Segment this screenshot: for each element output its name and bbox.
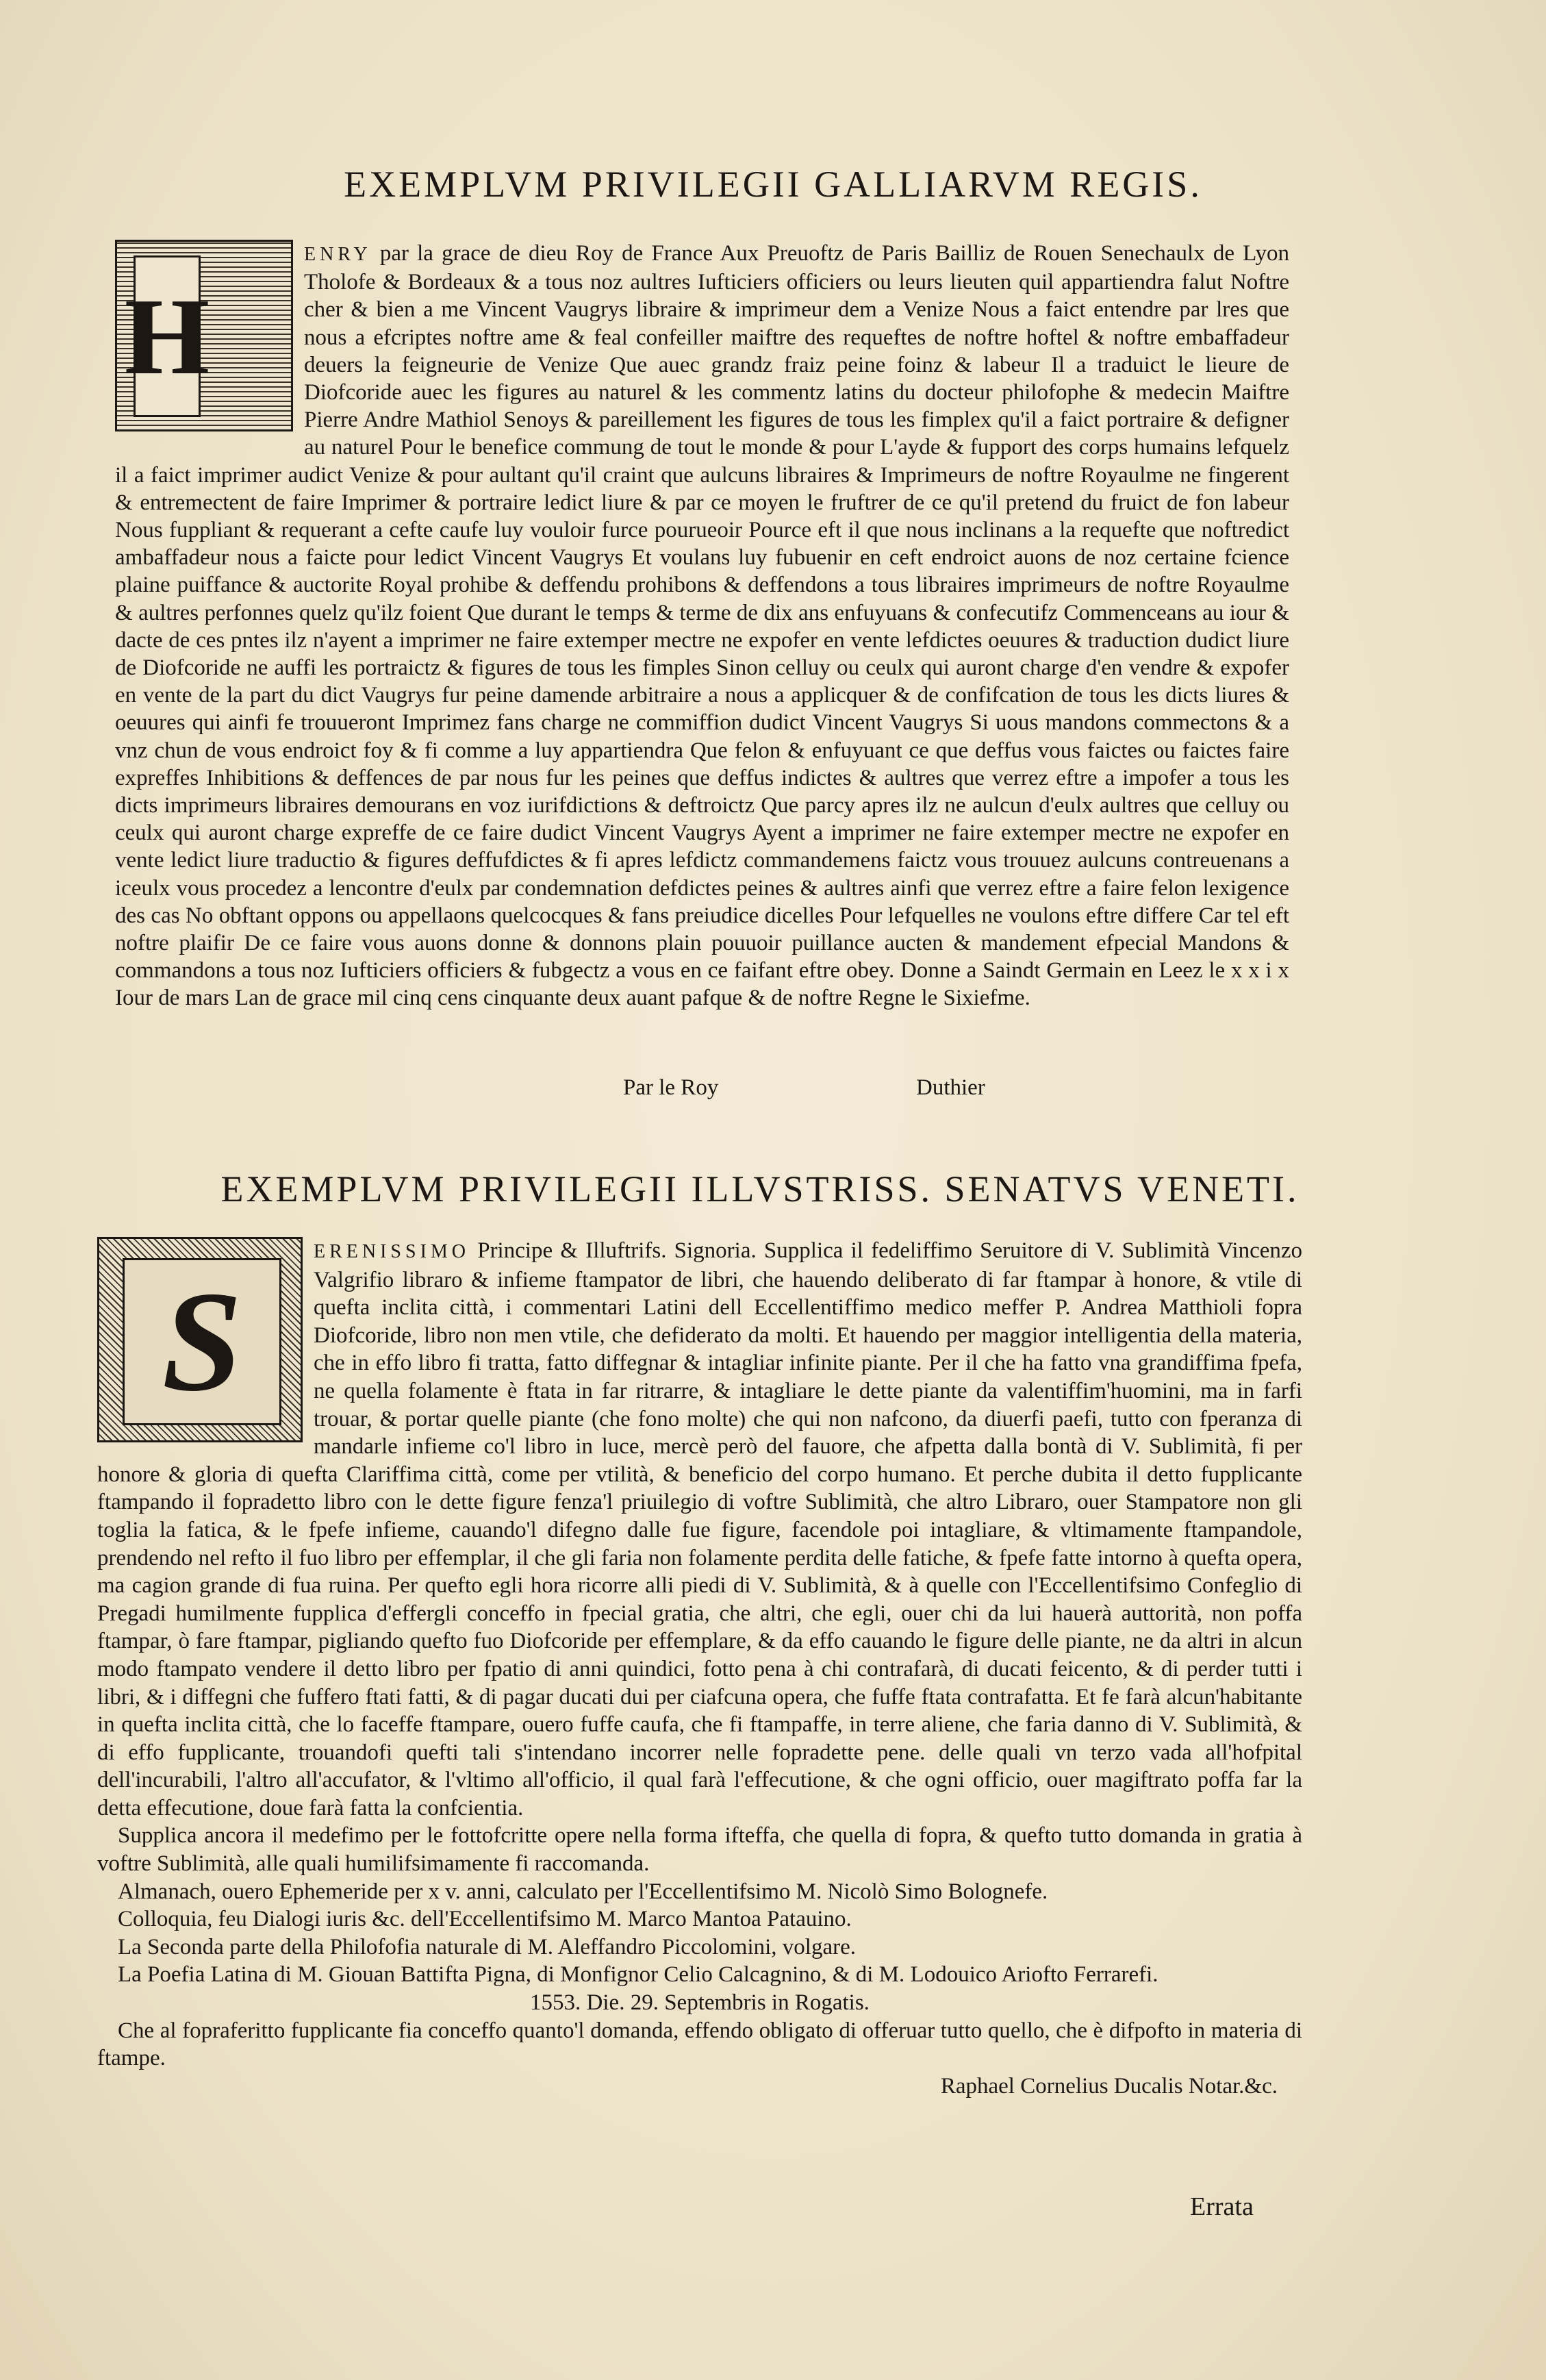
france-privilege-text bbox=[115, 240, 1289, 1012]
heading-france-privilege: EXEMPLVM PRIVILEGII GALLIARVM REGIS. bbox=[344, 164, 1202, 205]
supplica-paragraph: Supplica ancora il medefimo per le fottofcritte opere nella forma ifteffa, che quella di fopra, & quefto tutto domanda in gratia à voftre Sublimità, alle quali humilifsimamente fi raccomanda. bbox=[97, 1823, 1302, 1877]
signature-duthier: Duthier bbox=[916, 1075, 985, 1100]
decree-date: 1553. Die. 29. Septembris in Rogatis. bbox=[530, 1990, 870, 2016]
privilege-body: Principe & Illuftrifs. Signoria. Supplica il fedeliffimo Seruitore di V. Sublimità Vincenzo Valgrifio libraro & infieme ftampator de libri, che hauendo deliberato di far ftampar à honore, & vtile di quefta inclita città, i commentari Latini dell Eccellentiffimo medico meffer P. Andrea Matthioli fopra Diofcoride, libro non men vtile, che defiderato da molti. Et hauendo per maggior intelligentia della materia, che in effo libro fi tratta, fatto diffegnar & intagliar infinite piante. Per il che ha fatto vna grandiffima fpefa, ne quella folamente è ftata in far ritrarre, & intagliare le dette piante da valentiffim'huomini, ma in farfi trouar, & portar quelle piante (che fono molte) che qui non nafcono, da diuerfi paefi, tutto con fperanza di mandarle infieme co'l libro in luce, mercè però del fauore, che afpetta dalla bontà di V. Sublimità, fi per honore & gloria di quefta Clariffima città, come per vtilità, & beneficio del corpo humano. Et perche dubita il detto fupplicante ftampando il fopradetto libro con le dette figure fenza'l priuilegio di voftre Sublimità, che altro Libraro, ouer Stampatore non gli toglia la fatica, & le fpefe infieme, cauando'l difegno dalle fue figure, facendole poi intagliare, & vltimamente ftampandole, prendendo nel refto il fuo libro per effemplar, il che gli faria non folamente perdita delle fatiche, & fpefe fatte intorno à quefta opera, ma cagion grande di fua ruina. Per quefto egli hora ricorre alli piedi di V. Sublimità, & à quelle con l'Eccellentifsimo Confeglio di Pregadi humilmente fupplica d'effergli conceffo in fpecial gratia, che altri, che egli, ouer chi da lui hauerà auttorità, non poffa ftampar, ò fare ftampar, pigliando quefto fuo Diofcoride per effemplare, & da effo cauando le figure delle piante, ne da altri in alcun modo ftampato vendere il detto libro per fpatio di anni quindici, fotto pena à chi contrafarà, di ducati feicento, & di perder tutti i libri, & i diffegni che fuffero ftati fatti, & di pagar ducati dui per ciafcuna opera, che fuffe ftata contrafatta. Et fe farà alcun'habitante in quefta inclita città, che lo faceffe ftampare, ouero fuffe caufa, che fi ftampaffe, in terre aliene, che faria danno di V. Sublimità, & di effo fupplicante, trouandofi quefti tali s'intendano incorrer nelle fopradette pene. delle quali vn terzo vada all'hofpital dell'incurabili, l'altro all'accufator, & l'vltimo all'officio, il qual farà l'effecutione, & che ogni officio, ouer magiftrato poffa far la detta effecutione, doue farà fatta la confcientia. bbox=[97, 1238, 1303, 1820]
work-item: La Poefia Latina di M. Giouan Battifta Pigna, di Monfignor Celio Calcagnino, & di M. Lodouico Ariofto Ferrarefi. bbox=[118, 1962, 1158, 1988]
venice-privilege-text bbox=[97, 1237, 1302, 2100]
decorated-initial-h bbox=[115, 240, 293, 431]
lead-word: ENRY bbox=[304, 244, 372, 265]
heading-venice-privilege: EXEMPLVM PRIVILEGII ILLVSTRISS. SENATVS VENETI. bbox=[220, 1168, 1300, 1210]
privilege-body: par la grace de dieu Roy de France Aux Preuoftz de Paris Bailliz de Rouen Senechaulx de Lyon Tholofe & Bordeaux & a tous noz aultres Iufticiers officiers ou leurs lieuten quil appartiendra falut Noftre cher & bien a me Vincent Vaugrys libraire & imprimeur dem a Venize Nous a faict entendre par lres que nous a efcriptes noftre ame & feal confeiller maiftre des requeftes de noftre hoftel & noftre embaffadeur deuers la feigneurie de Venize Que auec grandz fraiz peine foinz & labeur Il a traduict le lieure de Diofcoride auec les figures au naturel & les commentz latins du docteur philofophe & medecin Maiftre Pierre Andre Mathiol Senoys & pareillement les figures de tous les fimplex qu'il a faict portraire & defigner au naturel Pour le benefice commung de tout le monde & pour L'ayde & fupport des corps humains lefquelz il a faict imprimer audict Venize & pour aultant qu'il craint que aulcuns libraires & Imprimeurs de noftre Royaulme ne fingerent & entremectent de faire Imprimer & portraire ledict liure & par ce moyen le fruftrer de ce qu'il pretend du fruict de fon labeur Nous fuppliant & requerant a cefte caufe luy vouloir furce pourueoir Pource eft il que nous inclinans a la requefte que noftredict ambaffadeur nous a faicte pour ledict Vincent Vaugrys Et voulans luy fubuenir en ceft endroict auons de noz certaine fcience plaine puiffance & auctorite Royal prohibe & deffendu prohibons & deffendons a tous libraires imprimeurs de noftre Royaulme & aultres perfonnes quelz qu'ilz foient Que durant le temps & terme de dix ans enfuyuans & confecutifz Commenceans au iour & dacte de ces pntes ilz n'ayent a imprimer ne faire extemper mectre ne expofer en vente lefdictes oeuures & traduction dudict liure de Diofcoride ne auffi les portraictz & figures de tous les fimples Sinon celluy ou ceulx qui auront charge d'en vendre & expofer en vente de la part du dict Vaugrys fur peine damende arbitraire a nous a applicquer & de confifcation de tous les dicts liures & oeuures qui ainfi fe trouueront Imprimez fans charge ne commiffion dudict Vincent Vaugrys Si uous mandons commectons & a vnz chun de vous endroict foy & fi comme a luy appartiendra Que felon & enfuyuant ce que deffus vous faictes ou faictes faire expreffes Inhibitions & deffences de par nous fur les peines que deffus indictes & aultres que verrez eftre a impofer a tous les dicts imprimeurs libraires demourans en voz iurifdictions & deftroictz Que parcy apres ilz ne aulcun d'eulx aultres que celluy ou ceulx qui auront charge expreffe de ce faire dudict Vincent Vaugrys Ayent a imprimer ne faire extemper mectre ne expofer en vente ledict liure traductio & figures deffufdictes & fi apres lefdictz commandemens faictz vous trouuez aulcuns contreuenans a iceulx vous procedez a lencontre d'eulx par condemnation defdictes peines & aultres ainfi que verrez eftre a faire felon lexigence des cas No obftant oppons ou appellaons quelcocques & fans preiudice dicelles Pour lefquelles ne voulons eftre differe Car tel eft noftre plaifir De ce faire vous auons donne & donnons plain pouuoir puillance aucten & mandement efpecial Mandons & commandons a tous noz Iufticiers officiers & fubgectz a vous en ce faifant eftre obey. Donne a Saindt Germain en Leez le x x i x Iour de mars Lan de grace mil cinq cens cinquante deux auant pafque & de noftre Regne le Sixiefme. bbox=[115, 241, 1289, 1011]
initial-letter: H bbox=[134, 255, 201, 417]
work-item: Almanach, ouero Ephemeride per x v. anni, calculato per l'Eccellentifsimo M. Nicolò Simo Bolognefe. bbox=[118, 1879, 1048, 1904]
decorated-initial-s bbox=[97, 1237, 303, 1442]
lead-word: ERENISSIMO bbox=[314, 1241, 470, 1262]
work-item: Colloquia, feu Dialogi iuris &c. dell'Eccellentifsimo M. Marco Mantoa Patauino. bbox=[118, 1907, 852, 1932]
signature-raphael: Raphael Cornelius Ducalis Notar.&c. bbox=[940, 2073, 1278, 2099]
initial-letter: S bbox=[123, 1258, 281, 1425]
signature-par-le-roy: Par le Roy bbox=[623, 1075, 719, 1100]
closing-paragraph: Che al fopraferitto fupplicante fia conceffo quanto'l domanda, effendo obligato di offeruar tutto quello, che è difpofto in materia di ftampe. bbox=[97, 2018, 1302, 2071]
work-item: La Seconda parte della Philofofia naturale di M. Aleffandro Piccolomini, volgare. bbox=[118, 1934, 856, 1959]
catchword: Errata bbox=[1190, 2192, 1254, 2221]
